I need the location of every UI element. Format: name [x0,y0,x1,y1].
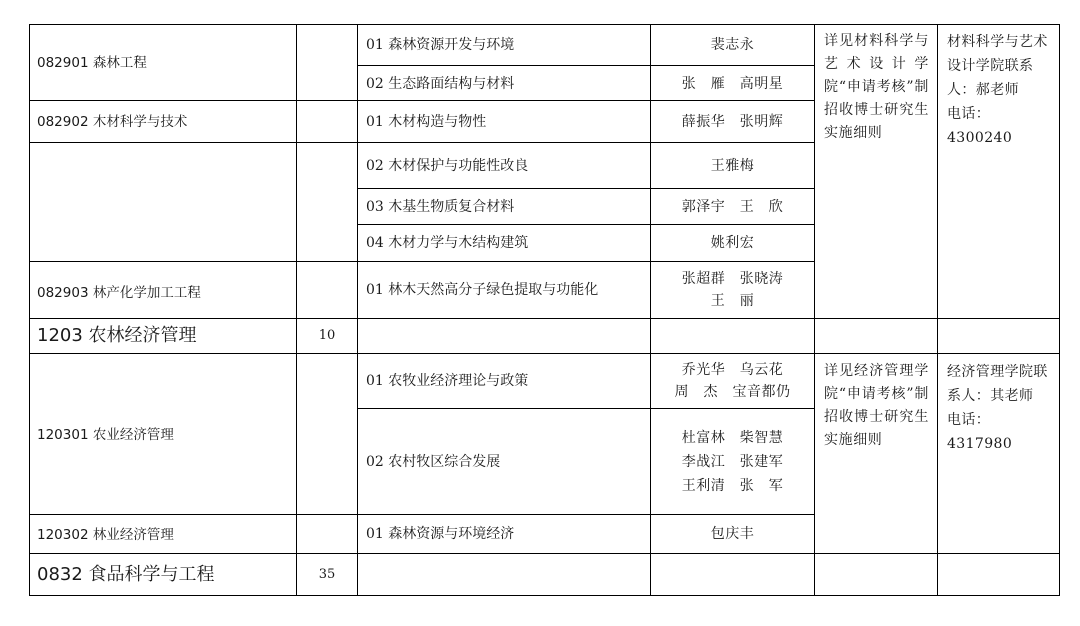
contact-line: 电话：4317980 [947,412,1013,452]
supervisor-line: 杜富林 柴智慧 [681,429,784,446]
supervisor-line: 王 丽 [710,293,755,309]
supervisor-cell: 姚利宏 [710,235,755,251]
category-1203: 1203 农林经济管理 [37,325,197,346]
supervisor-cell: 薛振华 张明辉 [681,114,784,130]
contact-line: 电话：4300240 [947,106,1013,146]
direction-cell: 01 木材构造与物性 [366,114,487,130]
notes-text: 详见经济管理学院“申请考核”制招收博士研究生实施细则 [824,363,929,448]
table-border [29,24,30,596]
table-border [29,353,1060,354]
direction-cell: 02 生态路面结构与材料 [366,75,515,92]
count-1203: 10 [318,328,336,343]
direction-cell: 01 森林资源与环境经济 [366,526,515,542]
count-0832: 35 [318,567,336,582]
category-0832: 0832 食品科学与工程 [37,564,215,585]
table-border [357,224,815,225]
supervisor-cell [651,262,814,318]
supervisor-cell [651,409,814,514]
table-border [1059,24,1060,596]
table-border [357,65,815,66]
contact-line: 经济管理学院联系人：其老师 [947,364,1048,404]
materials-notes [815,24,937,318]
table-border [357,188,815,189]
supervisor-line: 李战江 张建军 [681,453,784,470]
notes-text: 详见材料科学与艺术设计学院“申请考核”制招收博士研究生实施细则 [824,33,929,141]
major-082903: 082903 林产化学加工工程 [37,285,201,301]
supervisor-cell [651,354,814,408]
table-border [650,24,651,596]
supervisor-cell: 包庆丰 [710,526,755,542]
materials-contact [938,24,1059,318]
table-border [29,24,1060,25]
table-border [29,100,815,101]
table-border [29,142,815,143]
direction-cell: 01 农牧业经济理论与政策 [366,373,529,389]
econ-notes [815,354,937,553]
econ-contact [938,354,1059,553]
table-border [29,595,1060,596]
table-border [29,514,815,515]
supervisor-cell: 王雅梅 [710,158,755,174]
table-border [357,408,815,409]
table-border [29,261,815,262]
table-border [29,553,1060,554]
table-border [814,24,815,596]
direction-cell: 02 农村牧区综合发展 [366,453,501,470]
table-border [296,24,297,596]
major-082901: 082901 森林工程 [37,54,147,71]
supervisor-cell: 郭泽宇 王 欣 [681,199,784,215]
table-border [29,318,1060,319]
supervisor-cell: 张 雁 高明星 [681,75,784,92]
direction-cell: 01 林木天然高分子绿色提取与功能化 [366,282,599,298]
direction-cell: 03 木基生物质复合材料 [366,199,515,215]
major-120302: 120302 林业经济管理 [37,527,174,543]
supervisor-line: 周 杰 宝音都仍 [674,384,791,400]
contact-line: 材料科学与艺术设计学院联系人：郝老师 [947,34,1048,98]
table-border [357,24,358,596]
supervisor-line: 王利清 张 军 [681,477,784,494]
direction-cell: 01 森林资源开发与环境 [366,37,515,53]
major-082902: 082902 木材科学与技术 [37,114,188,130]
major-120301: 120301 农业经济管理 [37,427,174,443]
direction-cell: 02 木材保护与功能性改良 [366,158,529,174]
direction-cell: 04 木材力学与木结构建筑 [366,235,529,251]
table-border [937,24,938,596]
supervisor-cell: 裴志永 [710,37,755,53]
supervisor-line: 乔光华 乌云花 [681,362,784,378]
supervisor-line: 张超群 张晓涛 [681,271,784,287]
